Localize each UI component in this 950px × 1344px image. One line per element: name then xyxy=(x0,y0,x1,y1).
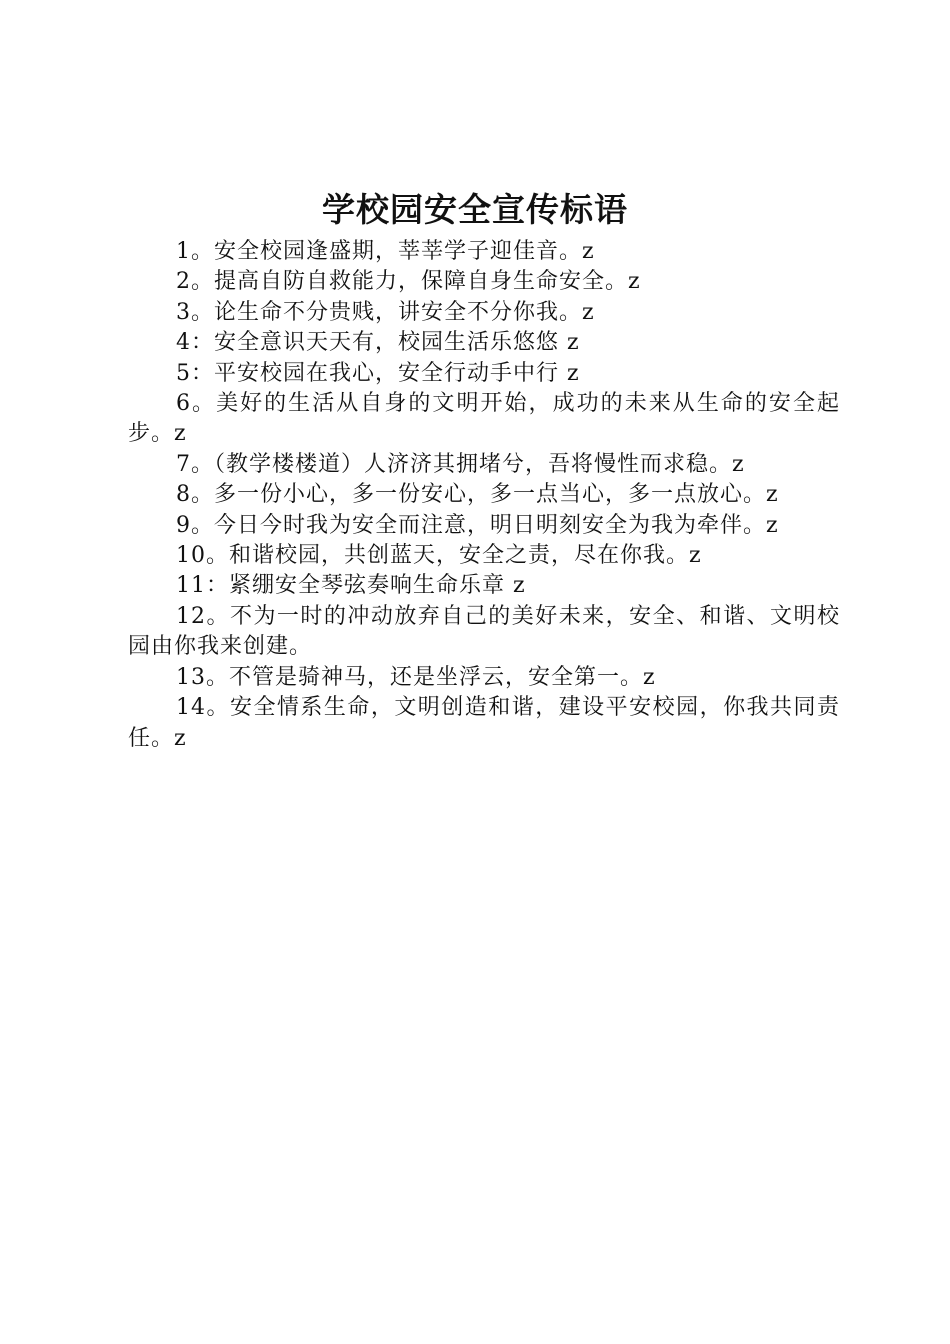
slogan-item-14: 14。安全情系生命，文明创造和谐，建设平安校园，你我共同责任。z xyxy=(128,695,840,751)
slogan-item-10: 10。和谐校园，共创蓝天，安全之责，尽在你我。z xyxy=(176,543,702,569)
slogan-item-3: 3。论生命不分贵贱，讲安全不分你我。z xyxy=(176,299,595,325)
slogan-list xyxy=(128,237,840,754)
page-title: 学校园安全宣传标语 xyxy=(322,190,628,229)
slogan-item-5: 5：平安校园在我心，安全行动手中行 z xyxy=(176,360,580,386)
slogan-item-13: 13。不管是骑神马，还是坐浮云，安全第一。z xyxy=(176,664,656,690)
slogan-item-12: 12。不为一时的冲动放弃自己的美好未来，安全、和谐、文明校园由你我来创建。 xyxy=(128,603,840,660)
slogan-item-11: 11：紧绷安全琴弦奏响生命乐章 z xyxy=(176,573,526,599)
slogan-item-6: 6。美好的生活从自身的文明开始，成功的未来从生命的安全起步。z xyxy=(128,391,840,447)
slogan-item-9: 9。今日今时我为安全而注意，明日明刻安全为我为牵伴。z xyxy=(176,512,779,538)
slogan-item-1: 1。安全校园逢盛期，莘莘学子迎佳音。z xyxy=(176,239,595,264)
slogan-item-7: 7。（教学楼楼道）人济济其拥堵兮，吾将慢性而求稳。z xyxy=(176,451,745,477)
slogan-item-4: 4：安全意识天天有，校园生活乐悠悠 z xyxy=(176,330,580,356)
slogan-item-8: 8。多一份小心，多一份安心，多一点当心，多一点放心。z xyxy=(176,482,779,508)
slogan-item-2: 2。提高自防自救能力，保障自身生命安全。z xyxy=(176,269,641,295)
